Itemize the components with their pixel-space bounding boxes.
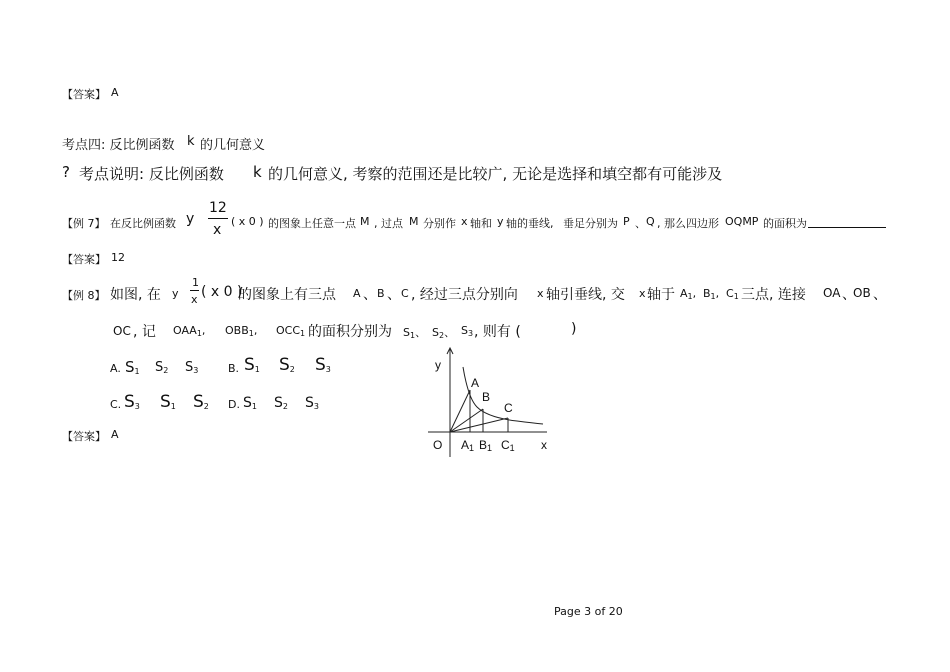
choice-c-label: C. <box>110 398 122 411</box>
ex8-triangle-obb1: $OBB_1$, <box>225 324 258 338</box>
ex7-text-4: 轴和 <box>470 217 492 230</box>
ex8-condition: ( x 0 ) <box>201 284 243 300</box>
ex8-text-1: 如图, 在 <box>110 287 161 303</box>
ex8-numerator: 1 <box>192 276 199 289</box>
ex8-triangle-occ1: $OCC_1$ <box>276 324 306 338</box>
ex7-condition: ( x 0 ) <box>231 215 264 228</box>
choice-d-label: D. <box>228 398 240 411</box>
ex8-sep-4: 、 <box>873 287 887 303</box>
answer-value: 12 <box>111 251 125 264</box>
ex8-text-9: , 则有 ( <box>474 324 521 340</box>
choice-b-label: B. <box>228 362 240 375</box>
ex8-text-3: , 经过三点分别向 <box>411 287 518 303</box>
kp4-title: 考点四: 反比例函数 <box>62 138 175 153</box>
point-a1-label: A1 <box>461 438 475 453</box>
ex8-denominator: x <box>191 293 198 306</box>
ex7-point-m: M <box>360 215 370 228</box>
ex8-s3: $S_3$ <box>461 324 474 338</box>
origin-label: O <box>433 438 443 452</box>
ex8-x: x <box>537 287 544 300</box>
ex8-y: y <box>172 287 179 300</box>
point-c-label: C <box>504 401 513 415</box>
explain-text2: 的几何意义, 考察的范围还是比较广, 无论是选择和填空都有可能涉及 <box>268 165 723 183</box>
ex8-text-5: 轴于 <box>647 287 675 303</box>
ex8-sep-1: 、 <box>363 287 377 303</box>
ex7-answer-blank <box>808 227 886 228</box>
ex7-text-7: , 那么四边形 <box>657 217 719 230</box>
axis-label-y: y <box>435 358 441 372</box>
choice-d-s3: $S_3$ <box>305 395 319 411</box>
ex7-numerator: 12 <box>209 200 227 216</box>
ex8-label: 【例 8】 <box>62 289 106 302</box>
ex8-point-a: A <box>353 287 361 300</box>
ex8-sep-3: 、 <box>842 287 856 303</box>
answer-label: 【答案】 <box>62 88 106 101</box>
ex7-point-m2: M <box>409 215 419 228</box>
point-b-label: B <box>482 390 491 404</box>
page-number: Page 3 of 20 <box>554 605 623 618</box>
ex8-s1: $S_1$、 <box>403 326 427 340</box>
ex7-denominator: x <box>213 222 222 238</box>
ex7-lead: 在反比例函数 <box>110 217 176 230</box>
ex8-sep-2: 、 <box>387 287 401 303</box>
ex7-point-p: P <box>623 215 630 228</box>
ex8-text-10: ) <box>571 321 577 337</box>
choice-b-s1: $S_1$ <box>244 355 260 375</box>
ex8-text-6: 三点, 连接 <box>741 287 806 303</box>
explain-mark: ? <box>62 163 70 181</box>
ex7-y-axis: y <box>497 215 504 228</box>
answer-value: A <box>111 428 119 441</box>
ex8-point-b: B <box>377 287 385 300</box>
kp4-rest: 的几何意义 <box>200 138 266 153</box>
ex7-fraction-bar <box>208 218 228 219</box>
choice-c-s2: $S_2$ <box>193 392 209 412</box>
choice-d-s2: $S_2$ <box>274 395 288 411</box>
choice-d-s1: $S_1$ <box>243 395 257 411</box>
ex7-text-3: 分别作 <box>423 217 456 230</box>
hyperbola-figure <box>425 345 555 457</box>
ex8-s2: $S_2$、 <box>432 326 456 340</box>
ex7-text-6: 垂足分别为 <box>563 217 618 230</box>
choice-b-s3: $S_3$ <box>315 355 331 375</box>
ex7-separator: 、 <box>635 217 646 230</box>
ex7-point-q: Q <box>646 215 655 228</box>
ex7-y: y <box>186 211 195 227</box>
ex7-text-1: 的图象上任意一点 <box>268 217 356 230</box>
ex7-text-8: 的面积为 <box>763 217 807 230</box>
ex8-point-c: C <box>401 287 409 300</box>
segment-oa <box>450 390 470 432</box>
ex7-label: 【例 7】 <box>62 217 106 230</box>
point-a-label: A <box>471 376 480 390</box>
choice-a-s3: $S_3$ <box>185 360 199 375</box>
choice-c-s1: $S_1$ <box>160 392 176 412</box>
ex8-triangle-oaa1: $OAA_1$, <box>173 324 206 338</box>
answer-label: 【答案】 <box>62 253 106 266</box>
point-c1-label: C1 <box>501 438 515 453</box>
ex8-text-8: 的面积分别为 <box>308 324 392 340</box>
explain-text1: 考点说明: 反比例函数 <box>79 165 224 183</box>
ex8-oc: OC <box>113 324 131 338</box>
ex8-point-b1: $B_1$, <box>703 287 720 301</box>
ex7-text-5: 轴的垂线, <box>506 217 554 230</box>
choice-a-s2: $S_2$ <box>155 360 169 375</box>
answer-label: 【答案】 <box>62 430 106 443</box>
segment-oc <box>450 418 508 432</box>
choice-b-s2: $S_2$ <box>279 355 295 375</box>
ex8-oa: OA <box>823 286 841 300</box>
choice-a-label: A. <box>110 362 121 375</box>
ex7-x: x <box>461 215 468 228</box>
ex8-point-c1: $C_1$ <box>726 287 739 301</box>
explain-k: k <box>253 163 262 181</box>
point-b1-label: B1 <box>479 438 493 453</box>
ex8-text-4: 轴引垂线, 交 <box>546 287 625 303</box>
ex8-ob: OB <box>853 286 871 300</box>
ex8-point-a1: $A_1$, <box>680 287 697 301</box>
ex8-text-2: 的图象上有三点 <box>238 287 336 303</box>
choice-a-s1: $S_1$ <box>125 358 140 376</box>
kp4-k: k <box>187 134 195 149</box>
ex8-fraction-bar <box>190 290 199 291</box>
ex8-x2: x <box>639 287 646 300</box>
ex7-oqmp: OQMP <box>725 215 759 228</box>
choice-c-s3: $S_3$ <box>124 392 140 412</box>
ex8-text-7: , 记 <box>133 324 156 340</box>
ex7-text-2: , 过点 <box>374 217 403 230</box>
axis-label-x: x <box>541 438 547 452</box>
answer-value: A <box>111 86 119 99</box>
